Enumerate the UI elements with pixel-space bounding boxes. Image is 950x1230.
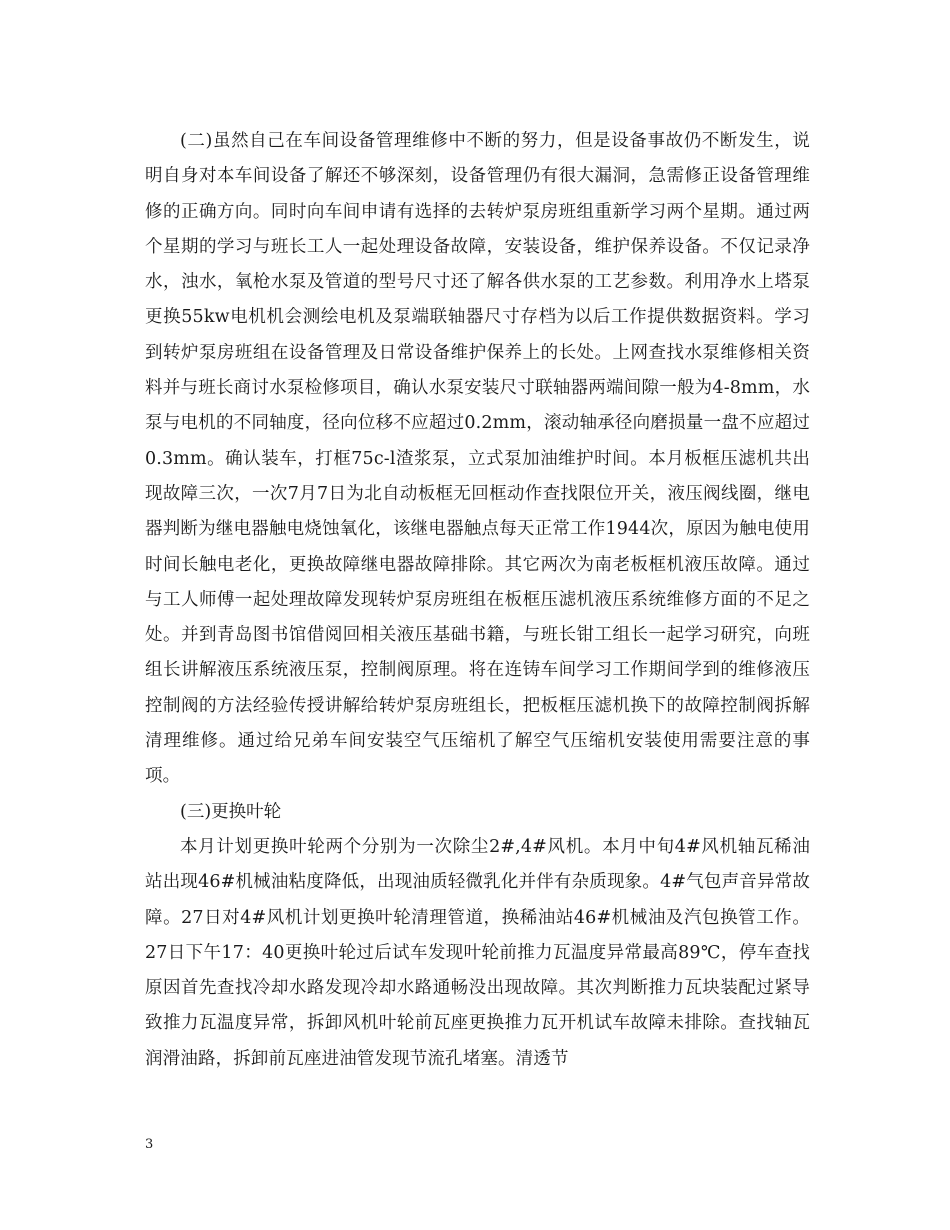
paragraph-equipment-management: (二)虽然自己在车间设备管理维修中不断的努力，但是设备事故仍不断发生，说明自身对本车间设备了解还不够深刻，设备管理仍有很大漏洞，急需修正设备管理维修的正确方向。同时向车间申请有选择的去转炉泵房班组重新学习两个星期。通过两个星期的学习与班长工人一起处理设备故障，安装设备，维护保养设备。不仅记录净水，浊水，氧枪水泵及管道的型号尺寸还了解各供水泵的工艺参数。利用净水上塔泵更换55kw电机机会测绘电机及泵端联轴器尺寸存档为以后工作提供数据资料。学习到转炉泵房班组在设备管理及日常设备维护保养上的长处。上网查找水泵维修相关资料并与班长商讨水泵检修项目，确认水泵安装尺寸联轴器两端间隙一般为4-8mm，水泵与电机的不同轴度，径向位移不应超过0.2mm，滚动轴承径向磨损量一盘不应超过0.3mm。确认装车，打框75c-l渣浆泵，立式泵加油维护时间。本月板框压滤机共出现故障三次，一次7月7日为北自动板框无回框动作查找限位开关，液压阀线圈，继电器判断为继电器触电烧蚀氧化，该继电器触点每天正常工作1944次，原因为触电使用时间长触电老化，更换故障继电器故障排除。其它两次为南老板框机液压故障。通过与工人师傅一起处理故障发现转炉泵房班组在板框压滤机液压系统维修方面的不足之处。并到青岛图书馆借阅回相关液压基础书籍，与班长钳工组长一起学习研究，向班组长讲解液压系统液压泵，控制阀原理。将在连铸车间学习工作期间学到的维修液压控制阀的方法经验传授讲解给转炉泵房班组长，把板框压滤机换下的故障控制阀拆解清理维修。通过给兄弟车间安装空气压缩机了解空气压缩机安装使用需要注意的事项。 <box>145 131 810 787</box>
section-heading-replace-impeller: (三)更换叶轮 <box>180 801 282 822</box>
page-number: 3 <box>145 1137 154 1152</box>
document-body <box>145 124 810 1077</box>
paragraph-impeller-replacement: 本月计划更换叶轮两个分别为一次除尘2#,4#风机。本月中旬4#风机轴瓦稀油站出现46#机械油粘度降低，出现油质轻微乳化并伴有杂质现象。4#气包声音异常故障。27日对4#风机计划更换叶轮清理管道，换稀油站46#机械油及汽包换管工作。27日下午17：40更换叶轮过后试车发现叶轮前推力瓦温度异常最高89℃，停车查找原因首先查找冷却水路发现冷却水路通畅没出现故障。其次判断推力瓦块装配过紧导致推力瓦温度异常，拆卸风机叶轮前瓦座更换推力瓦开机试车故障未排除。查找轴瓦润滑油路，拆卸前瓦座进油管发现节流孔堵塞。清透节 <box>145 836 810 1069</box>
